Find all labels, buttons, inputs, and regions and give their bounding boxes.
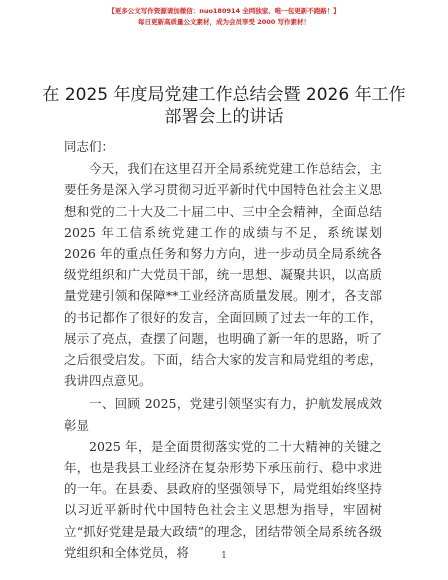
greeting: 同志们： — [64, 139, 115, 154]
paragraph-intro: 今天，我们在这里召开全局系统党建工作总结会，主要任务是深入学习贯彻习近平新时代中国特色社会主义思想和党的二十大及二十届二中、三中全会精神，全面总结 2025 年工信系统党建工作的成绩与不足，系统谋划 2026 年的重点任务和努力方向，进一步动员全局系统各级党组织和广大党员干部，统一思想、凝聚共识，以高质量党建引领和保障**工业经济高质量发展。刚才，各支部的书记都作了很好的发言，全面回顾了过去一年的工作，展示了亮点，查摆了问题，也明确了新一年的思路，听了之后很受启发。下面，结合大家的发言和局党组的考虑，我讲四点意见。 — [64, 161, 382, 389]
document-title: 在 2025 年度局党建工作总结会暨 2026 年工作部署会上的讲话 — [42, 85, 406, 127]
promo-line-2: 每日更新高质量公文素材，成为会员享受 2000 写作素材！ — [137, 18, 311, 26]
section-heading-1: 一、回顾 2025，党建引领坚实有力，护航发展成效彰显 — [64, 396, 382, 433]
promo-banner — [0, 6, 448, 28]
promo-line-1: 【更多公文写作资源请加微信：nuo180914 全网独家、唯一包更新不跑路！】 — [108, 7, 340, 15]
document-body — [64, 136, 382, 563]
paragraph-review: 2025 年，是全面贯彻落实党的二十大精神的关键之年，也是我县工业经济在复杂形势下承压前行、稳中求进的一年。在县委、县政府的坚强领导下，局党组始终坚持以习近平新时代中国特色社会主义思想为指导，牢固树立“抓好党建是最大政绩”的理念，团结带领全局系统各级党组织和全体党员，将 — [64, 438, 382, 560]
page-number: 1 — [221, 551, 227, 561]
